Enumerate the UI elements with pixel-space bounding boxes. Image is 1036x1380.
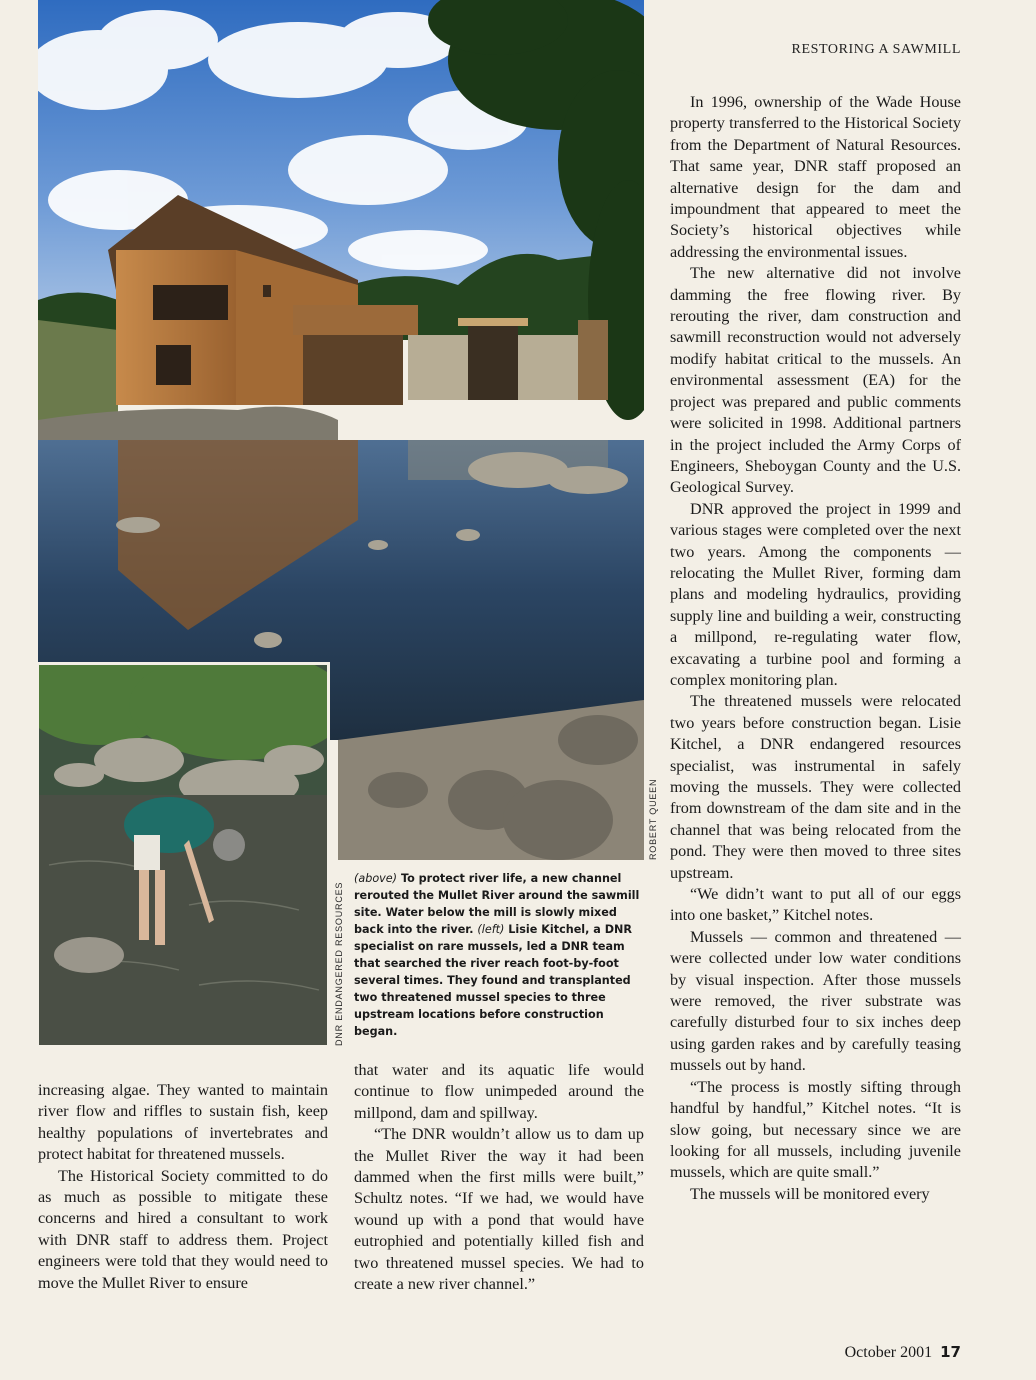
- caption-left-tag: (left): [477, 923, 505, 936]
- paragraph: “The DNR wouldn’t allow us to dam up the Mullet River the way it had been dammed when the first mills were built,” Schultz notes. “If we had, we would have wound up with a pond that would have eutrophied and potentially killed fish and two threatened mussel species. We had to create a new river channel.”: [354, 1125, 644, 1294]
- paragraph: Mussels — common and threatened — were collected under low water conditions by visual inspection. After those mussels were removed, the river substrate was carefully disturbed four to six inches deep using garden rakes and by carefully teasing mussels out by hand.: [670, 927, 961, 1075]
- section-header: RESTORING A SAWMILL: [791, 42, 961, 57]
- photo-credit-inset: DNR ENDANGERED RESOURCES: [334, 881, 344, 1046]
- middle-column: [354, 1060, 644, 1295]
- paragraph: “The process is mostly sifting through handful by handful,” Kitchel notes. “It is slow going, but necessary since we are looking for all mussels, including juvenile mussels, which are quite small.”: [670, 1077, 961, 1182]
- left-column: [38, 1080, 328, 1294]
- paragraph: In 1996, ownership of the Wade House property transferred to the Historical Society from the Department of Natural Resources. That same year, DNR staff proposed an alternative design for the dam and impoundment that appeared to meet the Society’s historical objectives while addressing the environmental issues.: [670, 93, 961, 261]
- page-number: 17: [940, 1343, 961, 1361]
- right-column: [670, 92, 961, 1205]
- mussel-search-photo: [36, 662, 330, 1048]
- caption-above-tag: (above): [354, 872, 398, 885]
- paragraph: The mussels will be monitored every: [690, 1184, 930, 1203]
- paragraph: that water and its aquatic life would continue to flow unimpeded around the millpond, dam and spillway.: [354, 1061, 644, 1122]
- page-footer: [790, 1343, 961, 1362]
- photo-caption: [354, 870, 644, 1040]
- caption-above-text: To protect river life, a new channel rerouted the Mullet River around the sawmill site. Water below the mill is slowly mixed back into the river.: [354, 872, 640, 936]
- paragraph: “We didn’t want to put all of our eggs into one basket,” Kitchel notes.: [670, 885, 961, 925]
- photo-credit-main: ROBERT QUEEN: [648, 778, 658, 860]
- mussel-search-illustration: [39, 665, 327, 1045]
- paragraph: The threatened mussels were relocated two years before construction began. Lisie Kitchel, a DNR endangered resources specialist, was instrumental in safely moving the mussels. They were collected from downstream of the dam site and in the channel that was being relocated from the pond. They were then moved to three sites upstream.: [670, 692, 961, 882]
- paragraph: The Historical Society committed to do as much as possible to mitigate these concerns and hired a consultant to work with DNR staff to address them. Project engineers were told that they would need to move the Mullet River to ensure: [38, 1166, 328, 1292]
- paragraph: The new alternative did not involve damming the free flowing river. By rerouting the river, dam construction and sawmill reconstruction would not adversely modify habitat critical to the mussels. An environmental assessment (EA) for the project was prepared and public comments were solicited in 1998. Additional partners in the project included the Army Corps of Engineers, Sheboygan County and the U.S. Geological Survey.: [670, 264, 961, 497]
- issue-date: October 2001: [844, 1344, 933, 1361]
- paragraph: DNR approved the project in 1999 and various stages were completed over the next two years. Among the components — relocating the Mullet River, forming dam plans and modeling hydraulics, providing supply line and building a weir, constructing a millpond, re-regulating water flow, excavating a turbine pool and forming a complex monitoring plan.: [670, 499, 961, 689]
- caption-left-text: Lisie Kitchel, a DNR specialist on rare mussels, led a DNR team that searched the river reach foot-by-foot several times. They found and transplanted two threatened mussel species to three upstream locations before construction began.: [354, 923, 632, 1038]
- paragraph: increasing algae. They wanted to maintain river flow and riffles to sustain fish, keep healthy populations of invertebrates and protect habitat for threatened mussels.: [38, 1081, 328, 1164]
